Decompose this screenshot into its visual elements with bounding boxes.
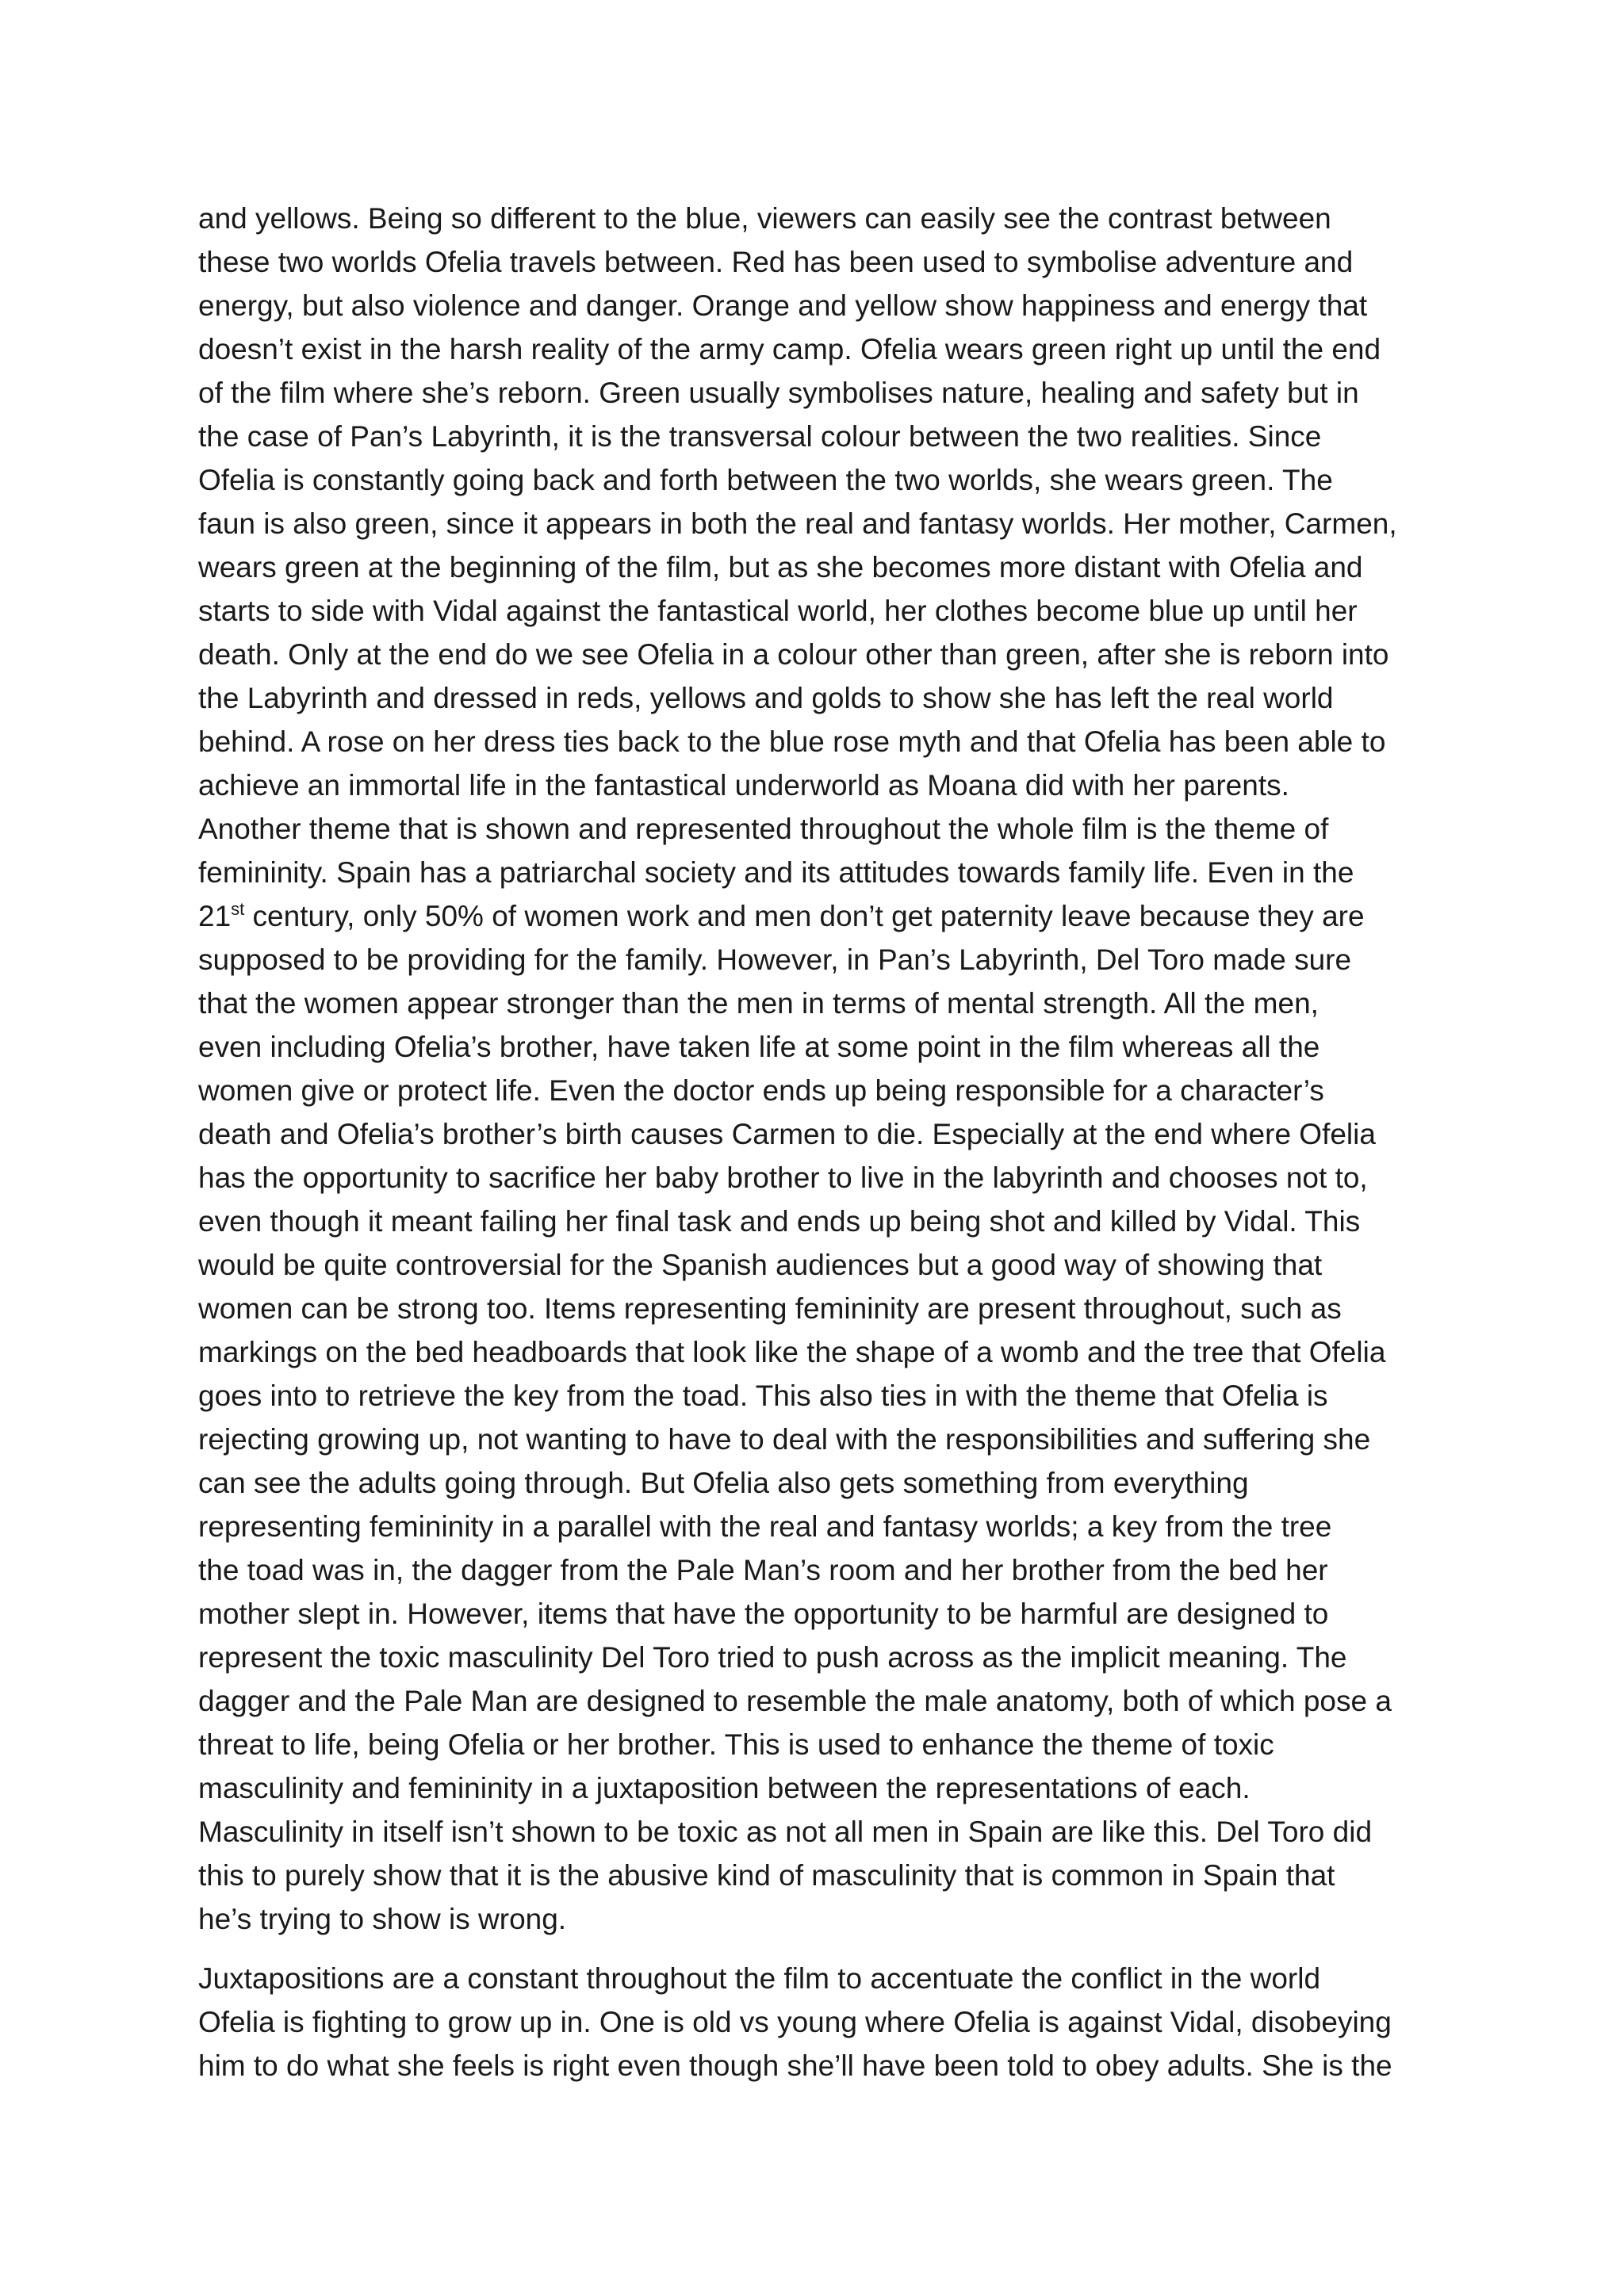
text-line: goes into to retrieve the key from the toad. This also ties in with the theme that Ofelia is — [198, 1380, 1328, 1412]
text-line: mother slept in. However, items that have the opportunity to be harmful are designed to — [198, 1598, 1329, 1630]
text-line: representing femininity in a parallel with the real and fantasy worlds; a key from the tree — [198, 1510, 1332, 1543]
text-line: even though it meant failing her final task and ends up being shot and killed by Vidal. This — [198, 1205, 1361, 1238]
text-line: the case of Pan’s Labyrinth, it is the transversal colour between the two realities. Since — [198, 420, 1322, 453]
text-line: these two worlds Ofelia travels between. Red has been used to symbolise adventure and — [198, 246, 1354, 278]
text-line: that the women appear stronger than the men in terms of mental strength. All the men, — [198, 987, 1319, 1020]
text-line: would be quite controversial for the Spanish audiences but a good way of showing that — [198, 1249, 1323, 1281]
text-line: starts to side with Vidal against the fantastical world, her clothes become blue up until her — [198, 595, 1358, 627]
text-line: markings on the bed headboards that look like the shape of a womb and the tree that Ofelia — [198, 1336, 1386, 1368]
text-line: Another theme that is shown and represented throughout the whole film is the theme of — [198, 813, 1329, 845]
text-line: behind. A rose on her dress ties back to the blue rose myth and that Ofelia has been able to — [198, 725, 1386, 758]
text-line: 21st century, only 50% of women work and men don’t get paternity leave because they are — [198, 899, 1365, 932]
paragraph-2 — [198, 1957, 1447, 2087]
text-line: the toad was in, the dagger from the Pale Man’s room and her brother from the bed her — [198, 1554, 1328, 1586]
text-line: death and Ofelia’s brother’s birth causes Carmen to die. Especially at the end where Ofelia — [198, 1118, 1376, 1150]
text-line: can see the adults going through. But Ofelia also gets something from everything — [198, 1467, 1249, 1499]
text-line: threat to life, being Ofelia or her brother. This is used to enhance the theme of toxic — [198, 1728, 1274, 1761]
text-line: wears green at the beginning of the film, but as she becomes more distant with Ofelia and — [198, 551, 1363, 584]
text-line: doesn’t exist in the harsh reality of the army camp. Ofelia wears green right up until the end — [198, 333, 1381, 365]
text-line: Masculinity in itself isn’t shown to be toxic as not all men in Spain are like this. Del Toro did — [198, 1816, 1373, 1848]
text-line: and yellows. Being so different to the blue, viewers can easily see the contrast between — [198, 202, 1331, 235]
text-line: women can be strong too. Items representing femininity are present throughout, such as — [198, 1292, 1342, 1325]
text-line: death. Only at the end do we see Ofelia in a colour other than green, after she is reborn into — [198, 638, 1389, 671]
text-line: him to do what she feels is right even though she’ll have been told to obey adults. She is the — [198, 2049, 1392, 2082]
text-line: achieve an immortal life in the fantastical underworld as Moana did with her parents. — [198, 769, 1289, 802]
text-line: energy, but also violence and danger. Orange and yellow show happiness and energy that — [198, 289, 1368, 322]
text-line: the Labyrinth and dressed in reds, yellows and golds to show she has left the real world — [198, 682, 1334, 714]
text-line: has the opportunity to sacrifice her baby brother to live in the labyrinth and chooses not to, — [198, 1161, 1368, 1194]
paragraph-1 — [198, 197, 1447, 1941]
text-line: Ofelia is fighting to grow up in. One is old vs young where Ofelia is against Vidal, disobeying — [198, 2006, 1392, 2038]
text-line: of the film where she’s reborn. Green usually symbolises nature, healing and safety but in — [198, 377, 1359, 409]
body-text — [198, 197, 1447, 2087]
text-line: represent the toxic masculinity Del Toro tried to push across as the implicit meaning. The — [198, 1641, 1347, 1674]
text-line: dagger and the Pale Man are designed to resemble the male anatomy, both of which pose a — [198, 1685, 1392, 1717]
text-line: masculinity and femininity in a juxtaposition between the representations of each. — [198, 1772, 1251, 1804]
text-line: even including Ofelia’s brother, have taken life at some point in the film whereas all the — [198, 1031, 1320, 1063]
text-line: this to purely show that it is the abusive kind of masculinity that is common in Spain that — [198, 1859, 1335, 1892]
text-line: rejecting growing up, not wanting to have to deal with the responsibilities and suffering she — [198, 1423, 1371, 1456]
text-line: Ofelia is constantly going back and forth between the two worlds, she wears green. The — [198, 464, 1333, 496]
text-line: women give or protect life. Even the doctor ends up being responsible for a character’s — [198, 1074, 1324, 1107]
text-line: faun is also green, since it appears in both the real and fantasy worlds. Her mother, Carmen, — [198, 507, 1397, 540]
text-line: Juxtapositions are a constant throughout the film to accentuate the conflict in the world — [198, 1962, 1321, 1995]
text-line: he’s trying to show is wrong. — [198, 1903, 567, 1935]
text-line: femininity. Spain has a patriarchal society and its attitudes towards family life. Even in the — [198, 856, 1354, 889]
text-line: supposed to be providing for the family. However, in Pan’s Labyrinth, Del Toro made sure — [198, 943, 1352, 976]
